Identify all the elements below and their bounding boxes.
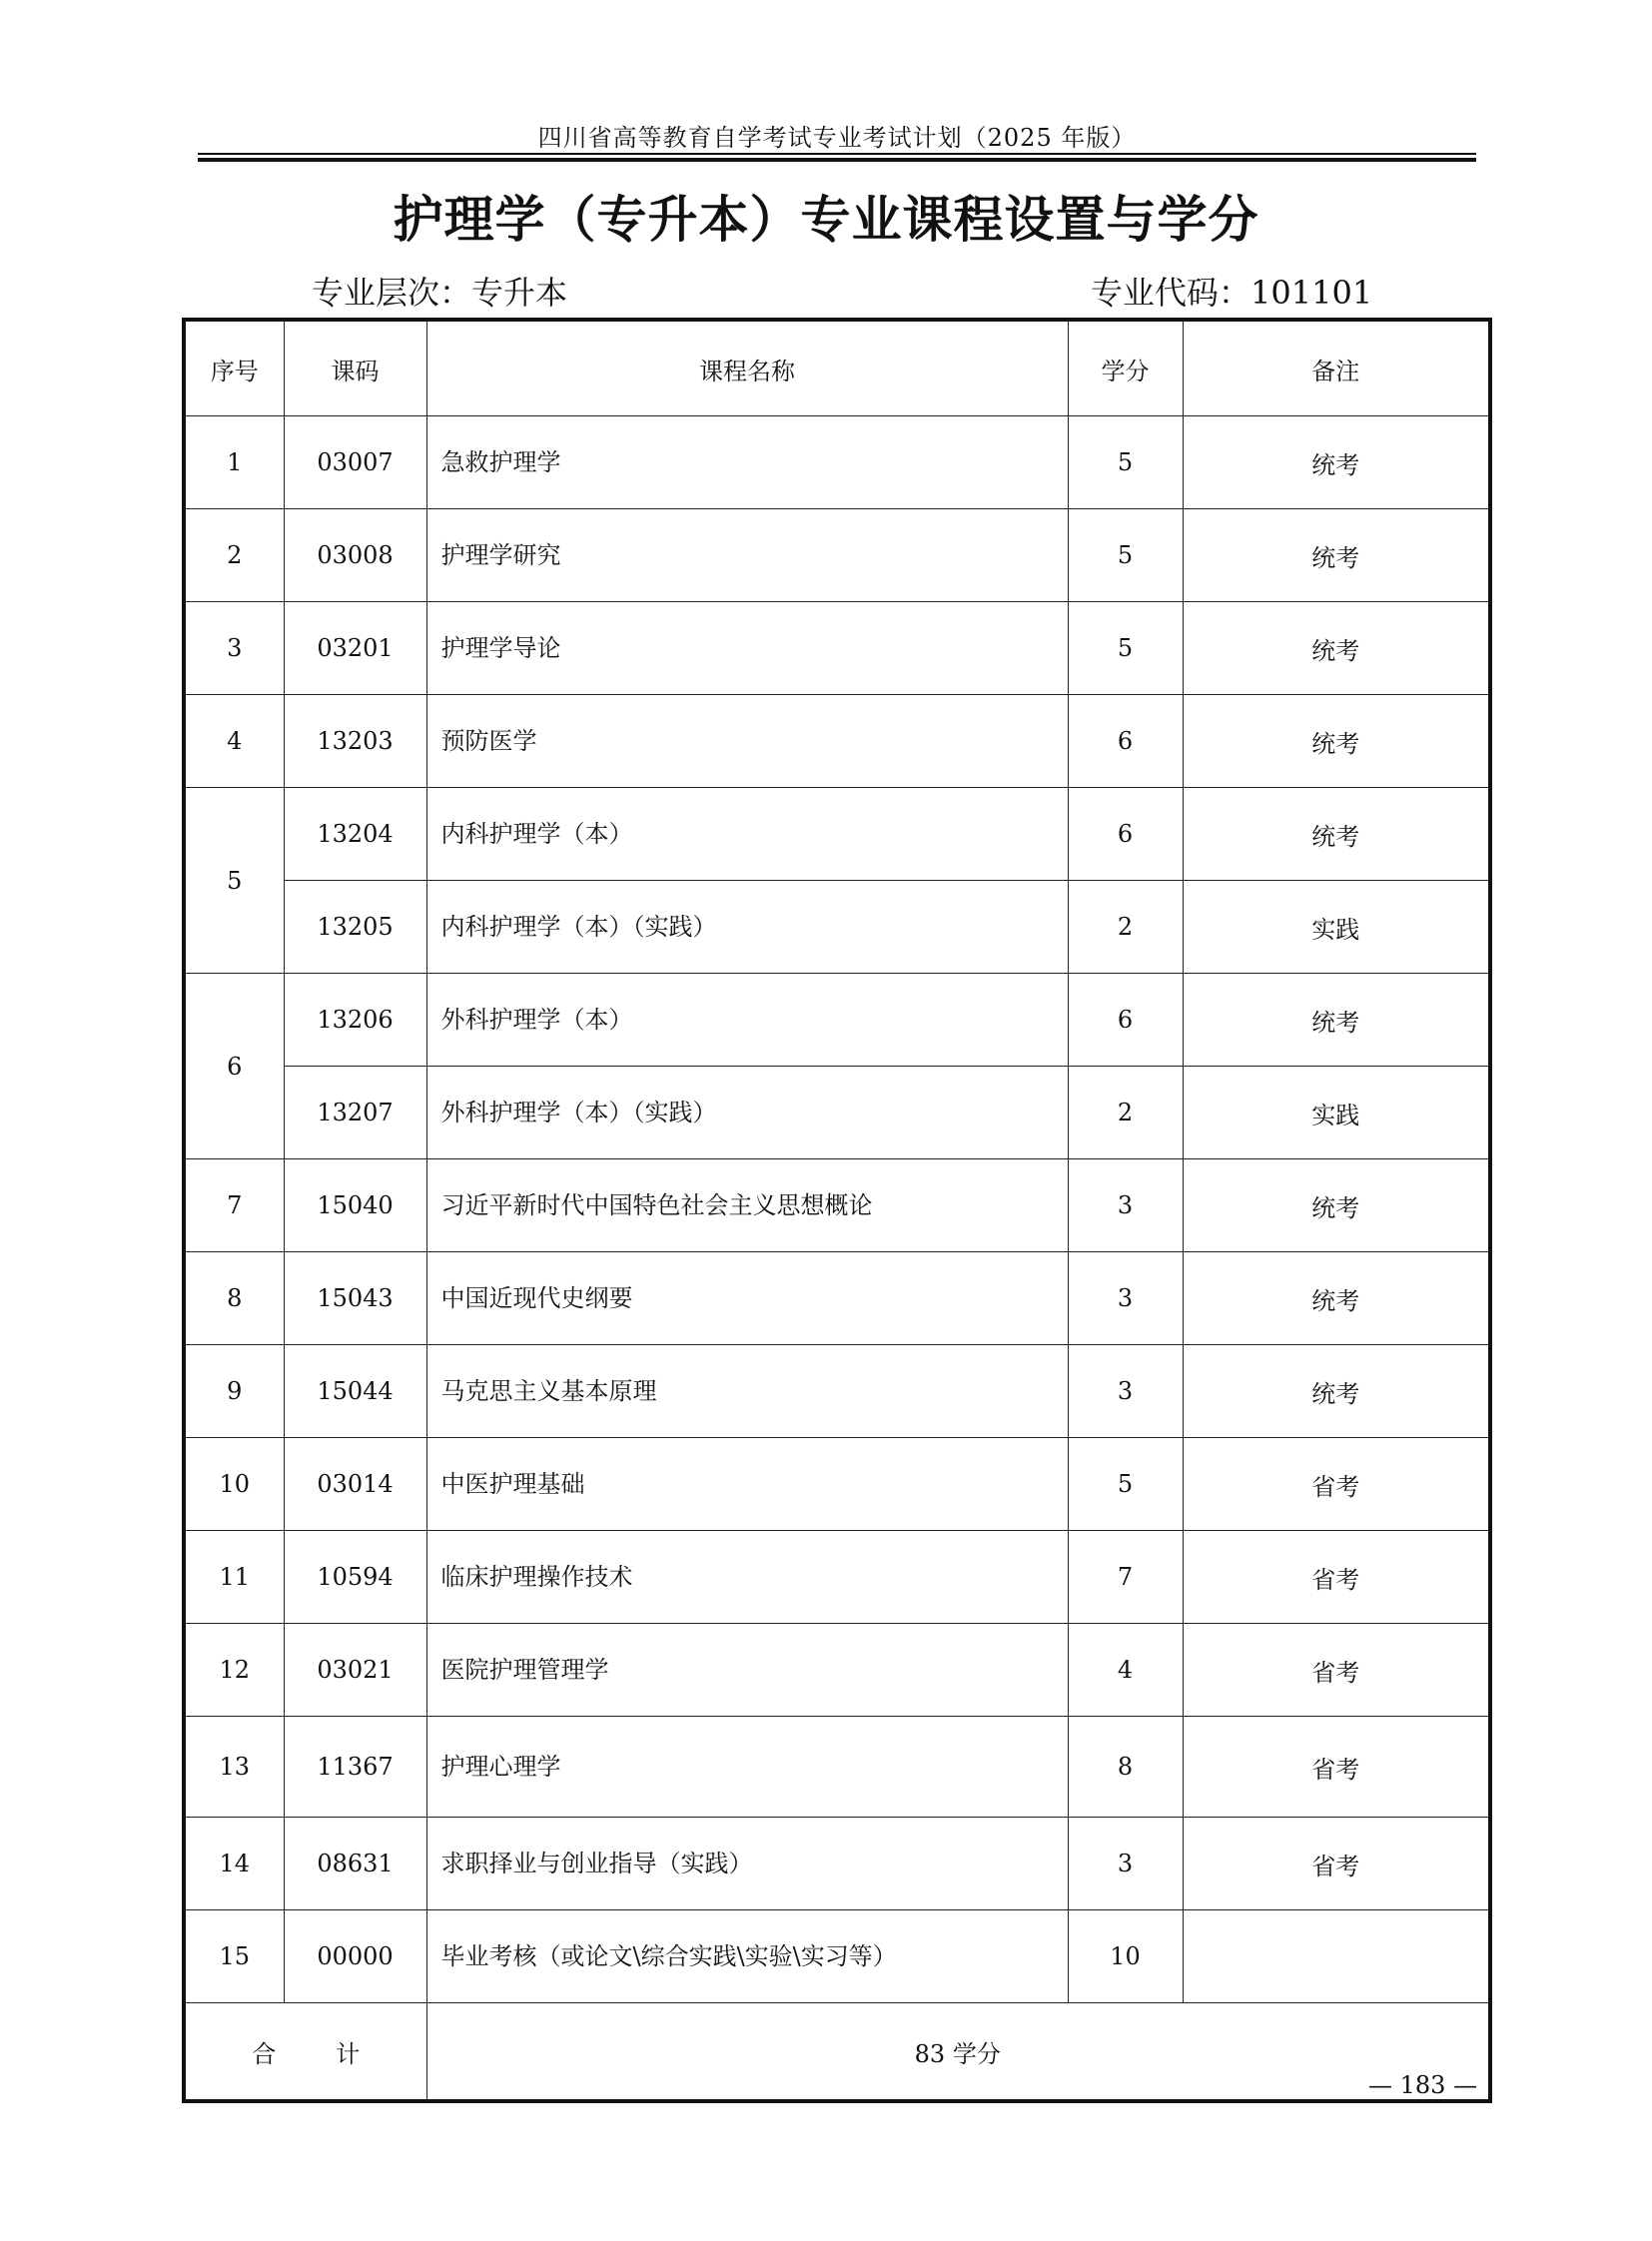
seq-cell: 3 <box>184 602 284 695</box>
header-rule <box>198 153 1476 155</box>
table-header-row <box>184 320 1490 416</box>
note-cell: 实践 <box>1183 881 1490 974</box>
course-name-cell: 内科护理学（本） <box>426 788 1068 881</box>
note-cell: 统考 <box>1183 695 1490 788</box>
credit-cell: 8 <box>1068 1717 1183 1818</box>
table-row <box>184 1624 1490 1717</box>
code-cell: 03021 <box>284 1624 426 1717</box>
seq-cell: 5 <box>184 788 284 974</box>
page-title: 护理学（专升本）专业课程设置与学分 <box>393 191 1259 249</box>
major-level-label: 专业层次： <box>312 274 472 312</box>
code-cell: 03201 <box>284 602 426 695</box>
total-credits: 83 学分 <box>426 2003 1490 2102</box>
table-row <box>184 602 1490 695</box>
major-code-label: 专业代码： <box>1091 274 1251 312</box>
seq-cell: 10 <box>184 1438 284 1531</box>
code-cell: 13206 <box>284 974 426 1067</box>
course-name-cell: 中医护理基础 <box>426 1438 1068 1531</box>
course-name-cell: 护理心理学 <box>426 1717 1068 1818</box>
table-row <box>184 1438 1490 1531</box>
seq-cell: 6 <box>184 974 284 1159</box>
major-code <box>1091 268 1372 314</box>
seq-cell: 14 <box>184 1818 284 1910</box>
note-cell: 统考 <box>1183 1159 1490 1252</box>
total-label-part-2: 计 <box>336 2039 361 2068</box>
seq-cell: 7 <box>184 1159 284 1252</box>
note-cell: 统考 <box>1183 1345 1490 1438</box>
code-cell: 15044 <box>284 1345 426 1438</box>
table-row <box>184 881 1490 974</box>
course-name-cell: 习近平新时代中国特色社会主义思想概论 <box>426 1159 1068 1252</box>
note-cell: 统考 <box>1183 1252 1490 1345</box>
page-number: — 183 — <box>1368 2071 1478 2099</box>
course-name-cell: 中国近现代史纲要 <box>426 1252 1068 1345</box>
course-name-cell: 马克思主义基本原理 <box>426 1345 1068 1438</box>
total-label-part-1: 合 <box>252 2039 277 2068</box>
table-row <box>184 695 1490 788</box>
total-row <box>184 2003 1490 2102</box>
table-row <box>184 788 1490 881</box>
note-cell <box>1183 1910 1490 2003</box>
running-header: 四川省高等教育自学考试专业考试计划（2025 年版） <box>537 124 1137 152</box>
header-course-name: 课程名称 <box>426 320 1068 416</box>
course-name-cell: 护理学导论 <box>426 602 1068 695</box>
table-row <box>184 974 1490 1067</box>
code-cell: 13205 <box>284 881 426 974</box>
note-cell: 实践 <box>1183 1067 1490 1159</box>
table-row <box>184 1345 1490 1438</box>
note-cell: 统考 <box>1183 788 1490 881</box>
credit-cell: 4 <box>1068 1624 1183 1717</box>
note-cell: 省考 <box>1183 1531 1490 1624</box>
course-name-cell: 急救护理学 <box>426 416 1068 509</box>
course-name-cell: 内科护理学（本）（实践） <box>426 881 1068 974</box>
course-name-cell: 外科护理学（本） <box>426 974 1068 1067</box>
course-name-cell: 临床护理操作技术 <box>426 1531 1068 1624</box>
major-code-value: 101101 <box>1250 274 1373 312</box>
major-level-value: 专升本 <box>471 274 568 312</box>
table-row <box>184 1531 1490 1624</box>
header-code: 课码 <box>284 320 426 416</box>
code-cell: 15040 <box>284 1159 426 1252</box>
seq-cell: 9 <box>184 1345 284 1438</box>
code-cell: 08631 <box>284 1818 426 1910</box>
code-cell: 03014 <box>284 1438 426 1531</box>
course-name-cell: 求职择业与创业指导（实践） <box>426 1818 1068 1910</box>
course-name-cell: 预防医学 <box>426 695 1068 788</box>
code-cell: 13204 <box>284 788 426 881</box>
code-cell: 13203 <box>284 695 426 788</box>
credit-cell: 6 <box>1068 788 1183 881</box>
code-cell: 03007 <box>284 416 426 509</box>
credit-cell: 3 <box>1068 1345 1183 1438</box>
table-row <box>184 1252 1490 1345</box>
seq-cell: 12 <box>184 1624 284 1717</box>
credit-cell: 3 <box>1068 1818 1183 1910</box>
credit-cell: 6 <box>1068 974 1183 1067</box>
code-cell: 13207 <box>284 1067 426 1159</box>
note-cell: 统考 <box>1183 416 1490 509</box>
credit-cell: 2 <box>1068 881 1183 974</box>
table-row <box>184 1717 1490 1818</box>
table-row <box>184 1910 1490 2003</box>
major-level <box>312 268 567 314</box>
note-cell: 统考 <box>1183 602 1490 695</box>
credit-cell: 5 <box>1068 602 1183 695</box>
credit-cell: 2 <box>1068 1067 1183 1159</box>
credit-cell: 6 <box>1068 695 1183 788</box>
header-seq: 序号 <box>184 320 284 416</box>
credit-cell: 5 <box>1068 509 1183 602</box>
note-cell: 统考 <box>1183 974 1490 1067</box>
table-row <box>184 1818 1490 1910</box>
course-table <box>182 318 1492 2103</box>
credit-cell: 5 <box>1068 1438 1183 1531</box>
code-cell: 11367 <box>284 1717 426 1818</box>
course-name-cell: 医院护理管理学 <box>426 1624 1068 1717</box>
table-row <box>184 416 1490 509</box>
seq-cell: 11 <box>184 1531 284 1624</box>
note-cell: 省考 <box>1183 1717 1490 1818</box>
code-cell: 00000 <box>284 1910 426 2003</box>
table-row <box>184 1159 1490 1252</box>
credit-cell: 3 <box>1068 1252 1183 1345</box>
note-cell: 统考 <box>1183 509 1490 602</box>
seq-cell: 13 <box>184 1717 284 1818</box>
seq-cell: 15 <box>184 1910 284 2003</box>
header-rule-thick <box>198 158 1476 162</box>
course-name-cell: 护理学研究 <box>426 509 1068 602</box>
seq-cell: 2 <box>184 509 284 602</box>
header-note: 备注 <box>1183 320 1490 416</box>
credit-cell: 3 <box>1068 1159 1183 1252</box>
code-cell: 10594 <box>284 1531 426 1624</box>
total-label <box>184 2003 426 2102</box>
course-name-cell: 外科护理学（本）（实践） <box>426 1067 1068 1159</box>
note-cell: 省考 <box>1183 1624 1490 1717</box>
note-cell: 省考 <box>1183 1818 1490 1910</box>
header-credit: 学分 <box>1068 320 1183 416</box>
note-cell: 省考 <box>1183 1438 1490 1531</box>
credit-cell: 5 <box>1068 416 1183 509</box>
code-cell: 03008 <box>284 509 426 602</box>
code-cell: 15043 <box>284 1252 426 1345</box>
course-name-cell: 毕业考核（或论文\综合实践\实验\实习等） <box>426 1910 1068 2003</box>
seq-cell: 8 <box>184 1252 284 1345</box>
table-row <box>184 1067 1490 1159</box>
credit-cell: 10 <box>1068 1910 1183 2003</box>
seq-cell: 4 <box>184 695 284 788</box>
credit-cell: 7 <box>1068 1531 1183 1624</box>
seq-cell: 1 <box>184 416 284 509</box>
table-row <box>184 509 1490 602</box>
